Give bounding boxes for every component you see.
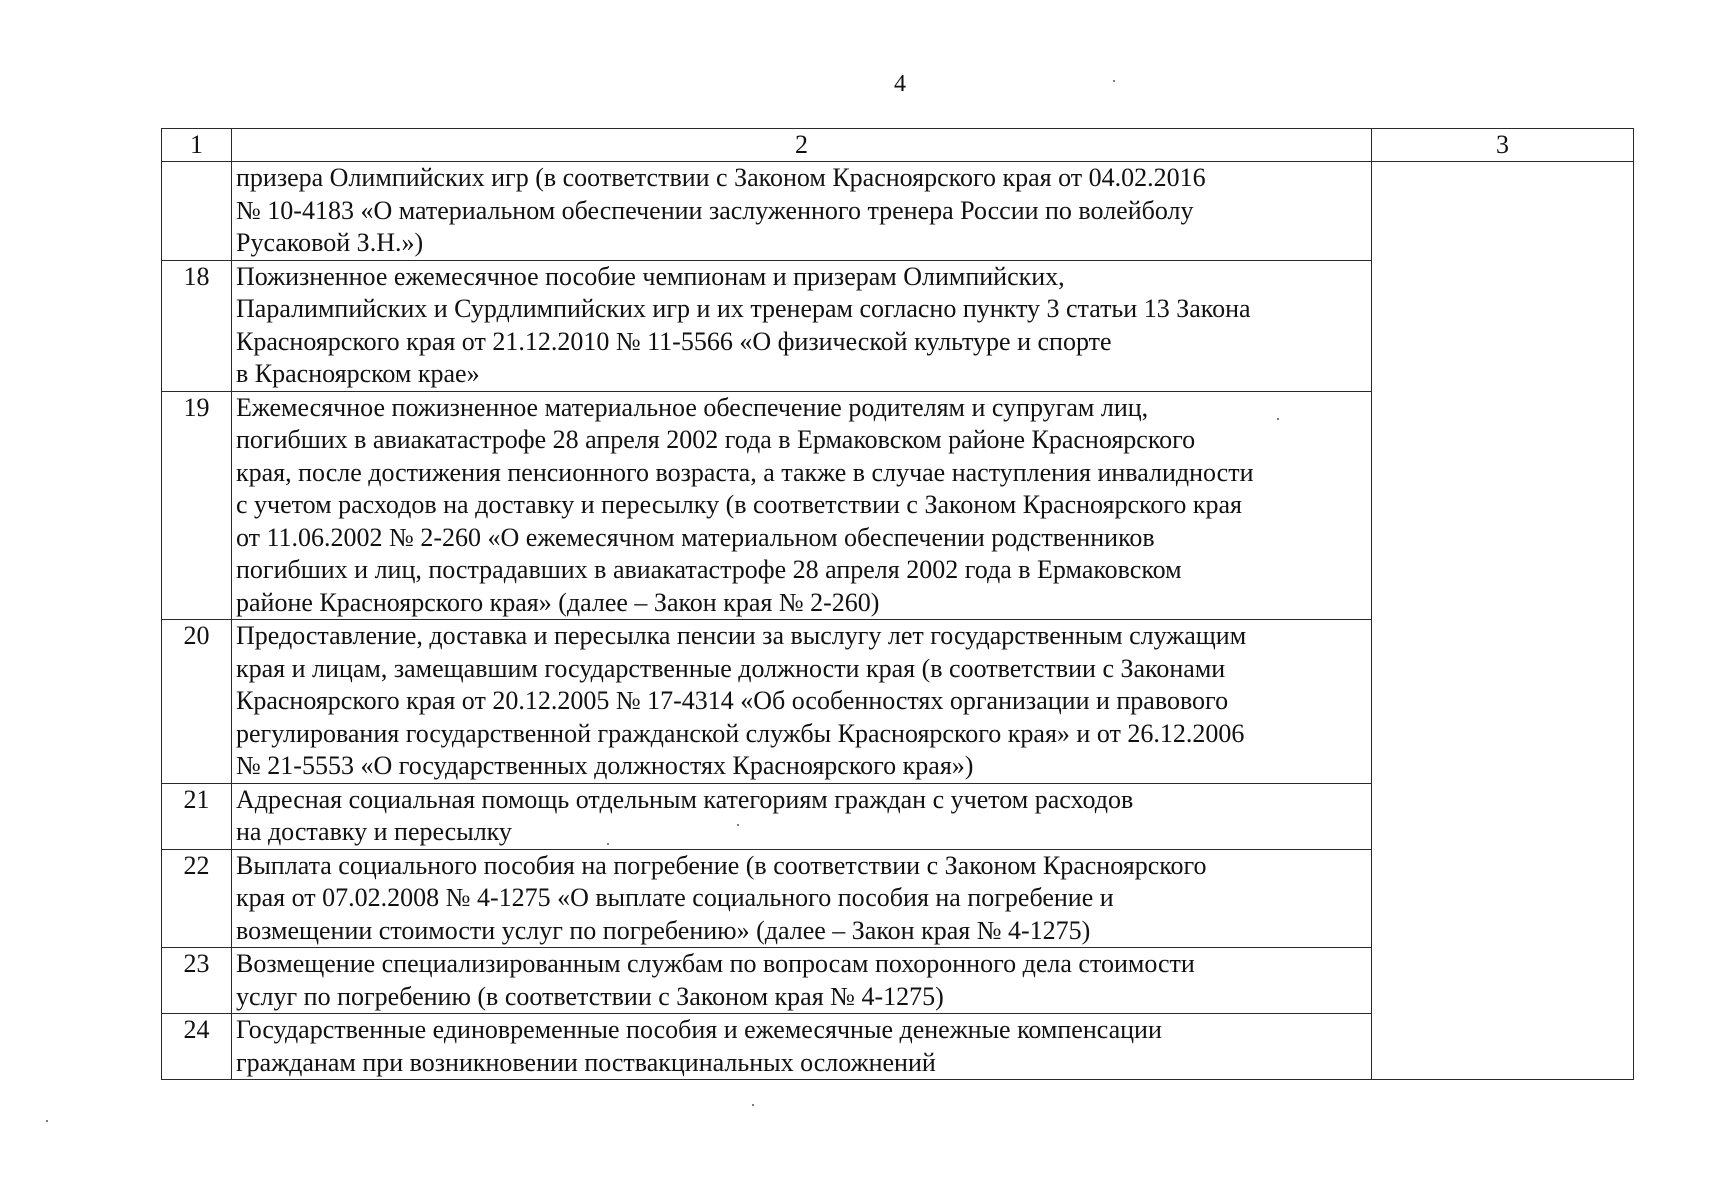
description-line: края, после достижения пенсионного возраста, а также в случае наступления инвалидности (236, 457, 1254, 487)
table-row (162, 162, 1634, 261)
description-line: возмещении стоимости услуг по погребению» (далее – Закон края № 4-1275) (236, 915, 1091, 945)
column-3-cell (1372, 162, 1634, 1080)
row-description-cell (232, 1014, 1372, 1080)
table-header-row (162, 129, 1634, 162)
description-line: погибших в авиакатастрофе 28 апреля 2002 года в Ермаковском районе Красноярского (236, 425, 1196, 454)
description-line: Государственные единовременные пособия и ежемесячные денежные компенсации (236, 1015, 1162, 1044)
description-line: Адресная социальная помощь отдельным категориям граждан с учетом расходов (236, 784, 1134, 814)
row-description-cell (232, 260, 1372, 391)
page-number: 4 (894, 71, 906, 97)
row-description-cell (232, 849, 1372, 948)
description-line: районе Красноярского края» (далее – Закон края № 2-260) (236, 587, 880, 617)
description-line: Русаковой З.Н.») (236, 228, 424, 257)
description-line: от 11.06.2002 № 2-260 «О ежемесячном материальном обеспечении родственников (236, 522, 1155, 552)
description-line: № 10-4183 «О материальном обеспечении заслуженного тренера России по волейболу (236, 195, 1194, 225)
description-line: с учетом расходов на доставку и пересылку (в соответствии с Законом Красноярского края (236, 490, 1243, 519)
row-description-cell (232, 948, 1372, 1014)
row-number-cell: 20 (162, 620, 232, 784)
column-header-1: 1 (162, 129, 232, 162)
row-description-cell (232, 783, 1372, 849)
row-number-cell: 18 (162, 260, 232, 391)
description-line: Возмещение специализированным службам по вопросам похоронного дела стоимости (236, 949, 1195, 978)
description-line: края и лицам, замещавшим государственные должности края (в соответствии с Законами (236, 653, 1226, 683)
row-number-cell (162, 162, 232, 261)
description-line: Красноярского края от 20.12.2005 № 17-4314 «Об особенностях организации и правового (236, 686, 1229, 715)
description-line: гражданам при возникновении поствакцинальных осложнений (236, 1047, 936, 1077)
description-line: Предоставление, доставка и пересылка пенсии за выслугу лет государственным служащим (236, 621, 1247, 650)
row-description-cell (232, 391, 1372, 620)
description-line: № 21-5553 «О государственных должностях Красноярского края») (236, 751, 974, 780)
description-line: Выплата социального пособия на погребение (в соответствии с Законом Красноярского (236, 850, 1207, 880)
row-number-cell: 19 (162, 391, 232, 620)
description-line: Пожизненное ежемесячное пособие чемпионам и призерам Олимпийских, (236, 261, 1065, 291)
description-line: Красноярского края от 21.12.2010 № 11-5566 «О физической культуре и спорте (236, 326, 1112, 356)
column-header-3: 3 (1372, 129, 1634, 162)
row-description-cell (232, 620, 1372, 784)
description-line: Ежемесячное пожизненное материальное обеспечение родителям и супругам лиц, (236, 392, 1149, 422)
description-line: Паралимпийских и Сурдлимпийских игр и их тренерам согласно пункту 3 статьи 13 Закона (236, 294, 1251, 323)
description-line: призера Олимпийских игр (в соответствии с Законом Красноярского края от 04.02.2016 (236, 163, 1206, 192)
row-number-cell: 21 (162, 783, 232, 849)
row-number-cell: 23 (162, 948, 232, 1014)
row-number-cell: 24 (162, 1014, 232, 1080)
description-line: края от 07.02.2008 № 4-1275 «О выплате социального пособия на погребение и (236, 883, 1114, 912)
column-header-2: 2 (232, 129, 1372, 162)
description-line: услуг по погребению (в соответствии с Законом края № 4-1275) (236, 981, 944, 1011)
description-line: погибших и лиц, пострадавших в авиакатастрофе 28 апреля 2002 года в Ермаковском (236, 555, 1182, 584)
document-table (161, 128, 1634, 1080)
description-line: регулирования государственной гражданской службы Красноярского края» и от 26.12.2006 (236, 718, 1245, 748)
row-number-cell: 22 (162, 849, 232, 948)
row-description-cell (232, 162, 1372, 261)
description-line: на доставку и пересылку (236, 817, 512, 846)
description-line: в Красноярском крае» (236, 359, 480, 388)
